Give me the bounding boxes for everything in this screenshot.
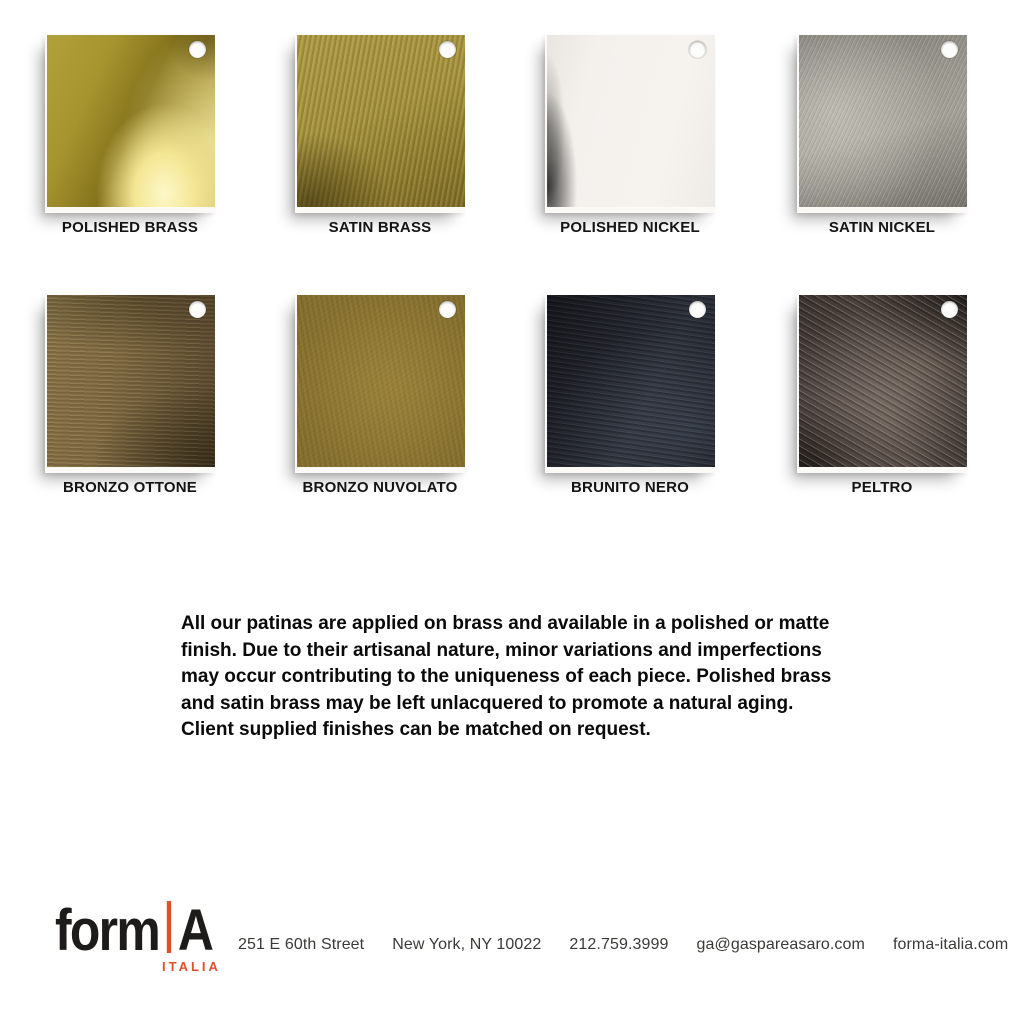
swatch-satin-nickel [797, 35, 967, 236]
description-line: All our patinas are applied on brass and available in a polished or matte [181, 613, 830, 634]
contact-city: New York, NY 10022 [392, 936, 542, 953]
logo-subtitle-italia: ITALIA [162, 959, 221, 974]
punch-hole-icon [689, 41, 706, 58]
swatch-card [797, 35, 967, 213]
swatch-label: PELTRO [851, 479, 913, 496]
description-line: finish. Due to their artisanal nature, minor variations and imperfections [181, 639, 822, 661]
swatch-bronzo-ottone [45, 295, 215, 496]
brand-logo [55, 897, 255, 974]
swatch-polished-nickel [545, 35, 715, 236]
punch-hole-icon [439, 301, 456, 318]
metal-plate [799, 35, 967, 207]
description-line: may occur contributing to the uniqueness of each piece. Polished brass [181, 666, 832, 688]
swatch-polished-brass [45, 35, 215, 236]
swatch-label: POLISHED BRASS [61, 219, 199, 236]
swatch-card [45, 35, 215, 213]
logo-wordmark [55, 897, 227, 963]
swatch-brunito-nero [545, 295, 715, 496]
swatch-satin-brass [295, 35, 465, 236]
logo-divider-bar [167, 901, 171, 953]
swatch-bronzo-nuvolato [295, 295, 465, 496]
contact-info [238, 936, 1008, 954]
swatch-card [797, 295, 967, 473]
punch-hole-icon [189, 41, 206, 58]
swatch-card [545, 295, 715, 473]
metal-plate [547, 295, 715, 467]
metal-plate [799, 295, 967, 467]
punch-hole-icon [689, 301, 706, 318]
swatch-card [295, 295, 465, 473]
contact-email[interactable]: ga@gaspareasaro.com [696, 936, 865, 953]
swatch-label: POLISHED NICKEL [560, 219, 700, 236]
description-line: Client supplied finishes can be matched on request. [181, 719, 651, 741]
swatch-peltro [797, 295, 967, 496]
punch-hole-icon [941, 41, 958, 58]
logo-letter-a: A [177, 897, 213, 963]
metal-plate [47, 295, 215, 467]
punch-hole-icon [189, 301, 206, 318]
swatch-label: SATIN BRASS [328, 219, 432, 236]
patina-description [181, 611, 831, 744]
swatch-label: BRUNITO NERO [571, 479, 689, 496]
swatch-card [45, 295, 215, 473]
contact-phone: 212.759.3999 [569, 936, 669, 953]
swatch-card [545, 35, 715, 213]
punch-hole-icon [941, 301, 958, 318]
punch-hole-icon [439, 41, 456, 58]
metal-plate [47, 35, 215, 207]
swatch-card [295, 35, 465, 213]
logo-word-form: form [55, 897, 159, 963]
metal-plate [297, 295, 465, 467]
description-line: and satin brass may be left unlacquered to promote a natural aging. [181, 692, 794, 714]
contact-street: 251 E 60th Street [238, 936, 365, 953]
swatch-label: BRONZO NUVOLATO [302, 479, 458, 496]
metal-plate [547, 35, 715, 207]
swatch-label: BRONZO OTTONE [63, 479, 197, 496]
metal-plate [297, 35, 465, 207]
contact-website[interactable]: forma-italia.com [892, 936, 1009, 953]
swatch-label: SATIN NICKEL [828, 219, 936, 236]
